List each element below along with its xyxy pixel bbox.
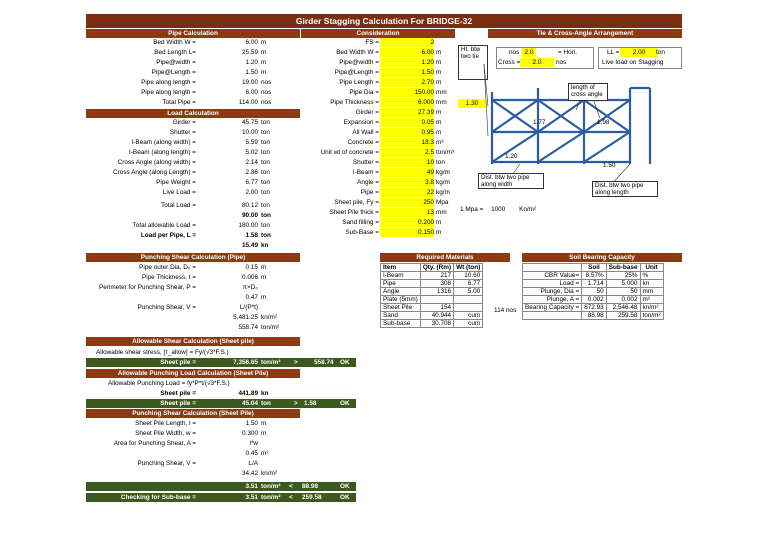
row-label: Pipe Thickness, t =	[141, 274, 196, 281]
row-value: l*w	[249, 440, 258, 447]
row-unit: ton	[261, 232, 271, 239]
row-unit: ton	[261, 222, 270, 229]
sheet-pile-shear-value: 7,356.65	[233, 359, 258, 366]
nos-value: 2.0	[522, 48, 536, 57]
row-unit: nos	[261, 89, 272, 96]
dim-1-20: 1.20	[505, 153, 518, 160]
materials-cell: 30.708	[420, 320, 453, 328]
check-unit: ton/m²	[261, 494, 281, 501]
row-label: Girder =	[355, 109, 379, 116]
row-label: Unit wt of concrete =	[320, 149, 379, 156]
cross-unit: nos	[556, 59, 567, 66]
check-unit: ton/m²	[261, 483, 281, 490]
soil-cell: 1.714	[582, 280, 607, 288]
row-value: 0.47	[245, 294, 258, 301]
row-unit: m	[436, 119, 442, 126]
row-unit: ton	[261, 139, 270, 146]
materials-cell: Angle	[381, 288, 421, 296]
shear-status: OK	[340, 359, 350, 366]
row-label: Pipe@Length =	[334, 69, 379, 76]
soil-row	[523, 304, 664, 312]
row-unit: m	[436, 69, 442, 76]
row-value: 150.00	[380, 88, 434, 97]
row-unit: ton	[261, 189, 270, 196]
row-unit: m	[261, 49, 267, 56]
row-unit: m	[261, 294, 267, 301]
row-value: 2.70	[380, 78, 434, 87]
row-value: 0.95	[380, 128, 434, 137]
materials-cell	[454, 296, 483, 304]
row-unit: kg/m	[436, 189, 450, 196]
soil-row	[523, 288, 664, 296]
row-value: 3.8	[380, 178, 434, 187]
sheet-pile-kn-unit: kn	[261, 390, 269, 397]
row-unit: ton	[261, 149, 270, 156]
soil-cell: 259.58	[606, 312, 640, 320]
allowable-shear-formula-text: Fy/(√3*F.S.)	[194, 349, 229, 356]
row-value: 49	[380, 168, 434, 177]
row-label: Pipe Length =	[339, 79, 379, 86]
row-label: Girder =	[172, 119, 196, 126]
row-value: 114.00	[238, 99, 258, 106]
soil-cell: Plunge, A =	[523, 296, 582, 304]
check-label: Checking for Sub-base =	[120, 494, 196, 501]
row-value: 34.42	[242, 470, 258, 477]
row-value: 0.300	[242, 430, 258, 437]
soil-cell: 88.98	[582, 312, 607, 320]
row-value: 0.15	[245, 264, 258, 271]
row-label: Pipe@Length =	[151, 69, 196, 76]
row-label: Angle =	[357, 179, 379, 186]
materials-row	[381, 280, 483, 288]
row-value: 0.200	[380, 218, 434, 227]
row-value: 2.86	[245, 169, 258, 176]
row-label: Pipe outer Dia, D₀ =	[139, 264, 196, 271]
row-value: 18.3	[380, 138, 434, 147]
row-value: 25.59	[242, 49, 258, 56]
row-unit: m	[261, 59, 267, 66]
materials-cell: cum	[454, 312, 483, 320]
materials-cell: 308	[420, 280, 453, 288]
materials-row	[381, 320, 483, 328]
row-value: 19.00	[242, 79, 258, 86]
row-label: Live Load =	[162, 189, 196, 196]
row-label: Perimeter for Punching Shear, P =	[98, 284, 196, 291]
row-value: 13	[380, 208, 434, 217]
dist-along-width-note: Dist. btw two pipe along width	[478, 173, 544, 189]
row-unit: nos	[261, 99, 272, 106]
soil-column-header: Soil	[582, 264, 607, 272]
materials-cell: 217	[420, 272, 453, 280]
materials-column-header: Item	[381, 264, 421, 272]
check-compare-value: 259.58	[302, 494, 322, 501]
soil-cell: %	[640, 272, 663, 280]
sheet-title: Girder Stagging Calculation For BRIDGE-32	[86, 14, 682, 28]
row-unit: m	[436, 219, 442, 226]
row-value: 45.75	[242, 119, 258, 126]
row-unit: m	[436, 49, 442, 56]
materials-row	[381, 304, 483, 312]
row-value: 1.50	[245, 420, 258, 427]
row-label: Total Pipe =	[162, 99, 196, 106]
materials-cell: 1316	[420, 288, 453, 296]
row-label: Punching Shear, V =	[137, 460, 196, 467]
soil-cell: 50	[582, 288, 607, 296]
check-compare-sign: <	[289, 494, 293, 501]
row-label: All Wall =	[352, 129, 379, 136]
row-value: 2.14	[245, 159, 258, 166]
row-label: Pipe Thickness =	[330, 99, 379, 106]
plate-count-note: 114 nos	[494, 307, 517, 314]
row-label: Load per Pipe, L =	[140, 232, 196, 239]
row-label: Pipe Dia =	[349, 89, 379, 96]
soil-cell: 8.57%	[582, 272, 607, 280]
soil-row	[523, 272, 664, 280]
row-value: 6.00	[245, 89, 258, 96]
row-unit: ton	[261, 119, 270, 126]
soil-cell: 0.002	[606, 296, 640, 304]
row-label: Shutter =	[169, 129, 196, 136]
row-unit: ton	[436, 159, 445, 166]
row-value: 1.20	[380, 58, 434, 67]
soil-cell: 0.002	[582, 296, 607, 304]
materials-cell	[420, 296, 453, 304]
sheet-pile-ton-unit: ton	[261, 400, 271, 407]
mpa-label: 1 Mpa =	[460, 206, 484, 213]
row-unit: ton/m²	[261, 324, 280, 331]
row-unit: m	[261, 69, 267, 76]
allowable-punching-formula-label: Allowable Punching Load =	[108, 380, 186, 387]
materials-cell: Plate (5mm)	[381, 296, 421, 304]
check-status: OK	[340, 483, 350, 490]
row-label: Shutter =	[352, 159, 379, 166]
row-value: 6.00	[380, 48, 434, 57]
soil-bearing-table	[522, 263, 664, 320]
check-value: 3.51	[245, 483, 258, 490]
soil-cell: m²	[640, 296, 663, 304]
check-status: OK	[340, 494, 350, 501]
punch-compare-value: 1.58	[304, 400, 317, 407]
row-label: Cross Angle (along width) =	[117, 159, 196, 166]
check-compare-sign: <	[289, 483, 293, 490]
row-value: L/A	[248, 460, 258, 467]
row-label: Cross Angle (along Length) =	[113, 169, 196, 176]
dim-1-50: 1.50	[603, 162, 616, 169]
row-value: L/(P*t)	[239, 304, 258, 311]
row-value: 1.50	[380, 68, 434, 77]
ll-label: LL =	[607, 49, 620, 56]
materials-cell: Sand	[381, 312, 421, 320]
ht-value: 1.30	[458, 99, 486, 108]
materials-body	[381, 272, 483, 328]
row-unit: ton	[261, 212, 271, 219]
soil-cell: kn	[640, 280, 663, 288]
allowable-shear-formula	[96, 348, 229, 357]
materials-header-row	[381, 264, 483, 272]
materials-cell: 6.77	[454, 280, 483, 288]
sheet-check-row	[86, 482, 356, 491]
materials-cell: Sub-base	[381, 320, 421, 328]
row-value: 5,481.25	[233, 314, 258, 321]
soil-header-row	[523, 264, 664, 272]
sheet-pile-ton-value: 45.04	[242, 400, 258, 407]
soil-column-header	[523, 264, 582, 272]
sheet-check-row	[86, 493, 356, 502]
soil-row	[523, 312, 664, 320]
dim-1-77: 1.77	[533, 119, 546, 126]
row-unit: kg/m	[436, 169, 450, 176]
soil-cell: mm	[640, 288, 663, 296]
row-value: 5.59	[245, 139, 258, 146]
row-label: I-Beam (along width) =	[131, 139, 196, 146]
row-unit: ton	[261, 179, 270, 186]
punching-pipe-header: Punching Shear Calculation (Pipe)	[86, 253, 300, 262]
row-label: Sub-Base =	[345, 229, 379, 236]
materials-column-header: Wt (ton)	[454, 264, 483, 272]
row-label: Pipe along length =	[141, 79, 196, 86]
row-value: 6.000	[380, 98, 434, 107]
row-label: Sand filling =	[342, 219, 379, 226]
row-label: Pipe along length =	[141, 89, 196, 96]
row-label: Pipe@width =	[156, 59, 196, 66]
row-label: Bed Width W =	[153, 39, 196, 46]
materials-cell: 40.944	[420, 312, 453, 320]
required-materials-table	[380, 263, 483, 328]
row-unit: ton	[261, 129, 270, 136]
ll-value: 2.00	[620, 48, 658, 57]
row-label: Pipe Weight =	[156, 179, 196, 186]
shear-compare-sign: >	[294, 359, 298, 366]
punch-status: OK	[340, 400, 350, 407]
punching-sheet-header: Punching Shear Calculation (Sheet Pile)	[86, 409, 300, 418]
materials-cell: 154	[420, 304, 453, 312]
materials-row	[381, 288, 483, 296]
allowable-shear-formula-label: Allowable shear stress, [τ_allow] =	[96, 349, 194, 356]
soil-column-header: Sub-base	[606, 264, 640, 272]
row-unit: mm	[436, 89, 447, 96]
row-unit: kn/m²	[261, 314, 277, 321]
row-unit: m	[436, 79, 442, 86]
row-label: Sheet Pile Length, l =	[135, 420, 196, 427]
row-unit: m²	[261, 450, 269, 457]
row-value: 6.00	[245, 39, 258, 46]
row-unit: m	[261, 264, 267, 271]
soil-cell	[523, 312, 582, 320]
row-label: Expansion =	[343, 119, 379, 126]
punch-compare-sign: >	[294, 400, 298, 407]
row-value: 10	[380, 158, 434, 167]
row-unit: kg/m	[436, 179, 450, 186]
allowable-punching-formula-text: fy*P*t/(√3*F.S.)	[187, 380, 230, 387]
materials-cell: Sheet Pile	[381, 304, 421, 312]
row-unit: m	[436, 229, 442, 236]
pipe-calculation-header: Pipe Calculation	[86, 29, 300, 38]
row-value: 5.02	[245, 149, 258, 156]
sheet-pile-kn-label: Sheet pile =	[160, 390, 196, 397]
row-unit: kn/m²	[261, 470, 277, 477]
materials-cell: 5.00	[454, 288, 483, 296]
soil-cell: 25%	[606, 272, 640, 280]
check-compare-value: 88.98	[302, 483, 318, 490]
row-unit: ton	[261, 159, 270, 166]
soil-cell: Plunge, Dia =	[523, 288, 582, 296]
row-unit: mm	[436, 99, 447, 106]
soil-cell: Bearing Capacity =	[523, 304, 582, 312]
row-value: 6.77	[245, 179, 258, 186]
row-value: 10.00	[242, 129, 258, 136]
soil-cell: Load =	[523, 280, 582, 288]
row-label: Pipe@width =	[339, 59, 379, 66]
row-value: 0.006	[242, 274, 258, 281]
consideration-header: Consideration	[301, 29, 455, 38]
row-value: 80.12	[242, 202, 258, 209]
row-value: 250	[380, 198, 434, 207]
sheet-pile-label: Sheet pile =	[160, 359, 196, 366]
materials-cell: Pipe	[381, 280, 421, 288]
soil-row	[523, 296, 664, 304]
check-value: 3.51	[245, 494, 258, 501]
shear-compare-value: 558.74	[314, 359, 334, 366]
row-unit: m	[261, 430, 267, 437]
allowable-shear-header: Allowable Shear Calculation (Sheet pile)	[86, 337, 300, 346]
soil-cell: kn/m²	[640, 304, 663, 312]
row-unit: m	[436, 59, 442, 66]
materials-row	[381, 272, 483, 280]
dim-1-98: 1.98	[597, 119, 610, 126]
row-unit: m	[261, 39, 267, 46]
row-value: π×D₀	[242, 284, 258, 291]
row-value: 15.49	[242, 242, 258, 249]
row-unit: ton/m³	[436, 149, 455, 156]
ll-unit: ton	[656, 49, 665, 56]
row-value: 27.39	[380, 108, 434, 117]
row-label: Sheet Pile thick =	[329, 209, 379, 216]
mpa-unit: Kn/m²	[519, 206, 537, 213]
row-value: 558.74	[238, 324, 258, 331]
row-label: Total Load =	[161, 202, 196, 209]
soil-cell: 50	[606, 288, 640, 296]
row-value: 0.150	[380, 228, 434, 237]
materials-row	[381, 296, 483, 304]
row-label: I-Beam (along length) =	[129, 149, 196, 156]
row-value: 2.00	[245, 189, 258, 196]
row-unit: nos	[261, 79, 272, 86]
row-value: 1.58	[245, 232, 258, 239]
row-unit: Mpa	[436, 199, 449, 206]
soil-cell: CBR Value=	[523, 272, 582, 280]
row-label: Bed Width W =	[336, 49, 379, 56]
materials-column-header: Qty. (Rm)	[420, 264, 453, 272]
row-label: Pipe =	[360, 189, 379, 196]
row-unit: ton	[261, 169, 270, 176]
soil-cell: 5.000	[606, 280, 640, 288]
row-value: 2	[380, 38, 434, 47]
cross-label: Cross =	[498, 59, 521, 66]
materials-row	[381, 312, 483, 320]
row-unit: m³	[436, 139, 444, 146]
row-value: 2.5	[380, 148, 434, 157]
required-materials-header: Required Materials	[380, 253, 510, 262]
allowable-punching-formula	[108, 379, 230, 388]
row-value: 1.20	[245, 59, 258, 66]
cross-value: 2.0	[520, 58, 554, 67]
row-value: 22	[380, 188, 434, 197]
dist-along-length-note: Dist. btw two pipe along length	[592, 181, 658, 197]
row-unit: m	[261, 274, 267, 281]
row-unit: mm	[436, 209, 447, 216]
row-label: Punching Shear, V =	[137, 304, 196, 311]
row-label: FS =	[365, 39, 379, 46]
soil-bearing-header: Soil Bearing Capacity	[522, 253, 682, 262]
row-unit: m	[436, 109, 442, 116]
allowable-shear-result-row	[86, 358, 356, 367]
materials-cell: 10.60	[454, 272, 483, 280]
row-label: Sheet Pile Width, w =	[135, 430, 196, 437]
row-unit: ton	[261, 202, 270, 209]
hori-label: = Hori.	[558, 49, 578, 56]
soil-cell: 872.93	[582, 304, 607, 312]
row-value: 0.45	[245, 450, 258, 457]
materials-cell	[454, 304, 483, 312]
row-unit: kn	[261, 242, 269, 249]
ht-between-tie-note: Ht. btw two tie	[458, 45, 488, 80]
row-label: I-Beam =	[352, 169, 379, 176]
mpa-value: 1000	[491, 206, 506, 213]
soil-cell: 2,546.48	[606, 304, 640, 312]
row-unit: m	[261, 420, 267, 427]
row-label: Total allowable Load =	[132, 222, 196, 229]
row-value: 180.00	[238, 222, 258, 229]
row-label: Concrete =	[347, 139, 379, 146]
soil-row	[523, 280, 664, 288]
row-label: Area for Punching Shear, A =	[113, 440, 196, 447]
soil-column-header: Unit	[640, 264, 663, 272]
live-load-label: Live load on Stagging	[602, 59, 664, 66]
row-label: Bed Length L=	[154, 49, 196, 56]
row-value: 1.50	[245, 69, 258, 76]
nos-label: nos	[509, 49, 520, 56]
row-value: 90.00	[242, 212, 258, 219]
row-label: Sheet pile, Fy =	[334, 199, 379, 206]
allowable-punching-header: Allowable Punching Load Calculation (Sheet Pile)	[86, 369, 300, 378]
allowable-punching-result-row	[86, 399, 356, 408]
tie-arrangement-header: Tie & Cross-Angle Arrangement	[488, 29, 682, 38]
materials-cell: cum	[454, 320, 483, 328]
row-value: 0.05	[380, 118, 434, 127]
load-calculation-header: Load Calculation	[86, 109, 300, 118]
sheet-pile-shear-unit: ton/m²	[261, 359, 281, 366]
materials-cell: I-Beam	[381, 272, 421, 280]
cross-angle-length-note: length of cross angle	[568, 83, 608, 101]
row-unit: m	[436, 129, 442, 136]
soil-cell: ton/m²	[640, 312, 663, 320]
sheet-pile-ton-label: Sheet pile =	[160, 400, 196, 407]
soil-body	[523, 272, 664, 320]
sheet-pile-kn-value: 441.89	[238, 390, 258, 397]
